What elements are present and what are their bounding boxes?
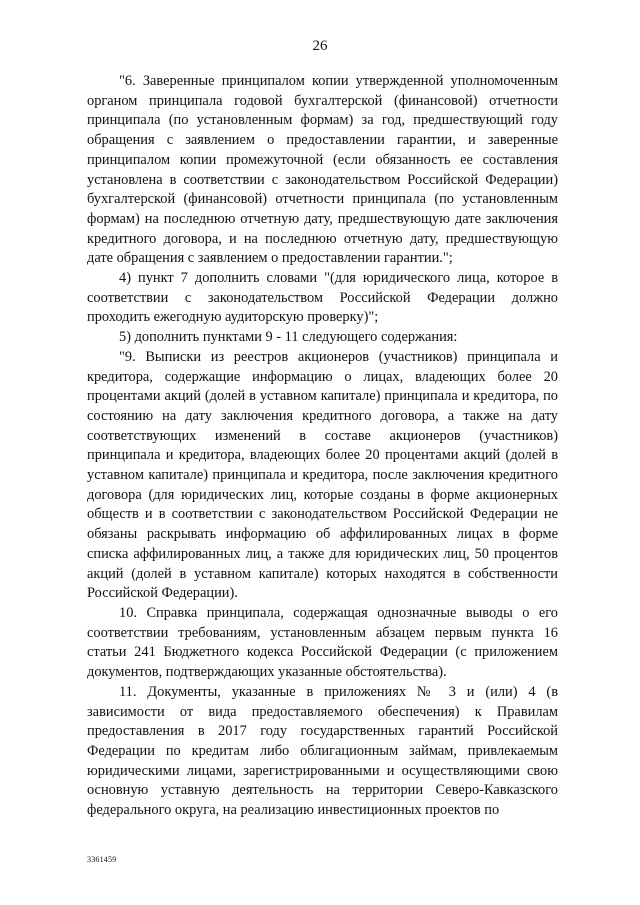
paragraph-item-10: 10. Справка принципала, содержащая однозначные выводы о его соответствии требованиям, установленным абзацем первым пункта 16 статьи 241 Бюджетного кодекса Российской Федерации (с приложением документов, подтверждающих указанные обстоятельства).	[87, 604, 558, 681]
paragraph-item-11: 11. Документы, указанные в приложениях № 3 и (или) 4 (в зависимости от вида предоставляемого обеспечения) к Правилам предоставления в 2017 году государственных гарантий Российской Федерации по кредитам либо облигационным займам, привлекаемым юридическими лицами, зарегистрированными и осуществляющими свою основную уставную деятельность на территории Северо-Кавказского федерального округа, на реализацию инвестиционных проектов по	[87, 683, 558, 819]
paragraph-amendment-5: 5) дополнить пунктами 9 - 11 следующего содержания:	[119, 329, 458, 346]
document-body	[87, 72, 558, 821]
paragraph-amendment-4: 4) пункт 7 дополнить словами "(для юридического лица, которое в соответствии с законодательством Российской Федерации должно проходить ежегодную аудиторскую проверку)";	[87, 270, 558, 326]
page-number: 26	[312, 38, 328, 54]
paragraph-item-9: "9. Выписки из реестров акционеров (участников) принципала и кредитора, содержащие информацию о лицах, владеющих более 20 процентами акций (долей в уставном капитале) принципала и кредитора, по состоянию на дату заключения кредитного договора, а также на дату соответствующих изменений в составе акционеров (участников) принципала и кредитора, владеющих более 20 процентами акций (долей в уставном капитале) принципала и кредитора, после заключения кредитного договора (для юридических лиц, которые созданы в форме акционерных обществ и в соответствии с законодательством Российской Федерации не обязаны раскрывать информацию об аффилированных лицах в форме списка аффилированных лиц, а также для юридических лиц, 50 процентов акций (долей в уставном капитале) которых находятся в собственности Российской Федерации).	[87, 348, 558, 602]
paragraph-item-6: "6. Заверенные принципалом копии утвержденной уполномоченным органом принципала годовой бухгалтерской (финансовой) отчетности принципала (по установленным формам) за год, предшествующий году обращения с заявлением о предоставлении гарантии, и заверенные принципалом копии промежуточной (если обязанность ее составления установлена в соответствии с законодательством Российской Федерации) бухгалтерской (финансовой) отчетности принципала (по установленным формам) на последнюю отчетную дату, предшествующую дате заключения кредитного договора, и на последнюю отчетную дату, предшествующую дате обращения с заявлением о предоставлении гарантии.";	[87, 73, 558, 267]
document-code: 3361459	[87, 855, 117, 864]
